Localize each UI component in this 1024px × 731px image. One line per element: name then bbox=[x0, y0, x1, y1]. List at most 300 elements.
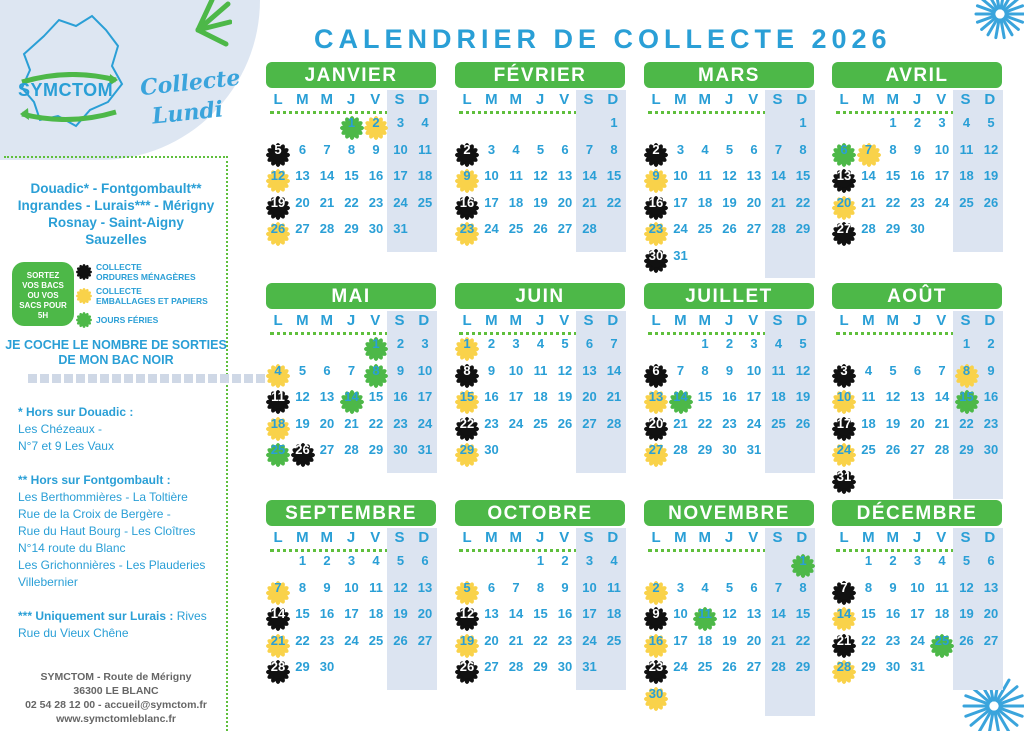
day-number: 12 bbox=[795, 362, 811, 378]
day-cell bbox=[791, 580, 815, 606]
day-cell-yellow-marked bbox=[455, 580, 479, 606]
day-cell bbox=[791, 168, 815, 194]
day-cell bbox=[480, 221, 504, 247]
day-cell bbox=[340, 195, 364, 221]
day-number: 28 bbox=[836, 659, 852, 674]
bin-checkbox[interactable] bbox=[52, 374, 61, 383]
day-number: 30 bbox=[484, 442, 499, 457]
day-cell bbox=[578, 336, 602, 362]
day-cell-green-marked bbox=[669, 389, 693, 415]
day-number: 13 bbox=[484, 606, 499, 621]
day-number: 5 bbox=[396, 553, 405, 568]
day-number: 1 bbox=[799, 553, 807, 568]
bin-checkbox[interactable] bbox=[148, 374, 157, 383]
day-cell bbox=[553, 168, 577, 194]
day-number: 20 bbox=[746, 632, 762, 648]
day-number: 7 bbox=[676, 362, 685, 378]
weekday-label: L bbox=[273, 312, 283, 329]
day-number: 15 bbox=[861, 606, 876, 621]
bin-checkbox[interactable] bbox=[136, 374, 145, 383]
day-cell bbox=[340, 553, 364, 579]
day-cell bbox=[881, 221, 905, 247]
day-number: 12 bbox=[983, 141, 999, 157]
day-cell bbox=[602, 416, 626, 442]
day-number: 1 bbox=[962, 336, 971, 351]
weekday-label: M bbox=[296, 312, 309, 329]
day-number: 16 bbox=[368, 168, 384, 183]
day-number: 25 bbox=[934, 632, 950, 648]
day-grid bbox=[266, 336, 436, 473]
day-number: 23 bbox=[648, 659, 664, 674]
weekday-label: L bbox=[651, 91, 661, 108]
day-number: 15 bbox=[697, 389, 713, 404]
day-cell bbox=[955, 606, 979, 632]
day-cell-black-marked bbox=[644, 363, 668, 389]
day-number: 9 bbox=[463, 168, 471, 183]
weekday-label: V bbox=[936, 91, 947, 108]
pill-line: SACS POUR bbox=[19, 301, 67, 310]
day-cell bbox=[669, 363, 693, 389]
day-number: 24 bbox=[417, 415, 433, 431]
legend-label: COLLECTE bbox=[96, 262, 142, 272]
day-cell bbox=[553, 221, 577, 247]
day-cell bbox=[529, 659, 553, 685]
day-cell bbox=[315, 442, 339, 468]
weekday-label: S bbox=[583, 312, 594, 329]
day-number: 25 bbox=[861, 442, 876, 457]
day-cell bbox=[857, 659, 881, 685]
day-cell-black-marked bbox=[644, 416, 668, 442]
weekday-label: S bbox=[960, 91, 971, 108]
day-number: 8 bbox=[298, 579, 307, 595]
day-number: 9 bbox=[889, 579, 897, 595]
day-number: 15 bbox=[795, 606, 811, 621]
day-cell bbox=[529, 553, 553, 579]
day-number: 21 bbox=[836, 632, 852, 648]
day-cell bbox=[906, 363, 930, 389]
day-cell bbox=[693, 195, 717, 221]
day-number: 10 bbox=[836, 389, 852, 404]
day-cell-black-marked bbox=[832, 416, 856, 442]
day-cell-yellow-marked bbox=[266, 221, 290, 247]
day-number: 16 bbox=[393, 389, 408, 404]
day-number: 12 bbox=[885, 389, 901, 404]
day-number: 20 bbox=[557, 194, 573, 210]
day-cell-yellow-marked bbox=[832, 389, 856, 415]
day-cell bbox=[742, 633, 766, 659]
day-number: 3 bbox=[487, 141, 496, 157]
weekday-label: V bbox=[936, 312, 947, 329]
day-cell bbox=[718, 659, 742, 685]
day-number: 7 bbox=[774, 579, 783, 595]
day-cell-yellow-marked bbox=[266, 168, 290, 194]
day-cell bbox=[291, 363, 315, 389]
day-number: 19 bbox=[393, 606, 408, 621]
day-number: 27 bbox=[746, 221, 762, 236]
day-cell bbox=[553, 606, 577, 632]
legend-instruction-pill bbox=[12, 262, 74, 326]
day-number: 30 bbox=[368, 221, 384, 236]
day-number: 23 bbox=[319, 632, 335, 648]
day-cell bbox=[718, 142, 742, 168]
communes-list bbox=[4, 180, 228, 248]
weekday-label: J bbox=[346, 312, 356, 329]
weekday-label: D bbox=[418, 529, 430, 546]
day-cell bbox=[578, 195, 602, 221]
weekday-label: L bbox=[839, 91, 849, 108]
green-burst-decoration bbox=[192, 0, 232, 60]
day-cell-yellow-marked bbox=[832, 659, 856, 685]
yellow-flower-icon bbox=[76, 288, 92, 304]
bin-checkbox[interactable] bbox=[112, 374, 121, 383]
day-number: 18 bbox=[959, 168, 974, 183]
day-cell bbox=[504, 336, 528, 362]
day-number: 23 bbox=[722, 415, 737, 431]
day-number: 16 bbox=[648, 194, 664, 210]
weekday-label: M bbox=[674, 529, 687, 546]
day-cell bbox=[291, 195, 315, 221]
day-number: 25 bbox=[270, 442, 286, 457]
day-cell bbox=[955, 142, 979, 168]
day-number: 2 bbox=[463, 141, 471, 157]
day-cell bbox=[602, 168, 626, 194]
day-number: 17 bbox=[746, 389, 762, 404]
month-title: AOÛT bbox=[832, 283, 1002, 309]
day-number: 11 bbox=[959, 141, 974, 157]
bin-checkbox[interactable] bbox=[28, 374, 37, 383]
day-cell bbox=[553, 416, 577, 442]
day-number: 13 bbox=[910, 389, 925, 404]
weekday-label: J bbox=[912, 312, 922, 329]
weekday-header bbox=[644, 528, 814, 548]
day-number: 18 bbox=[697, 194, 713, 210]
day-cell bbox=[529, 606, 553, 632]
note-line: Les Chézeaux - bbox=[18, 422, 103, 436]
day-cell bbox=[857, 363, 881, 389]
day-cell bbox=[315, 221, 339, 247]
legend-item-feries bbox=[76, 312, 158, 328]
day-number: 11 bbox=[698, 606, 712, 621]
day-number: 9 bbox=[561, 579, 569, 595]
day-number: 27 bbox=[557, 221, 573, 236]
day-cell bbox=[979, 168, 1003, 194]
day-number: 23 bbox=[393, 415, 408, 431]
day-number: 12 bbox=[295, 389, 310, 404]
day-grid bbox=[455, 115, 625, 252]
day-cell bbox=[529, 363, 553, 389]
legend-item-ordures bbox=[76, 262, 196, 282]
day-number: 14 bbox=[344, 389, 359, 404]
day-cell bbox=[669, 142, 693, 168]
bin-checkbox[interactable] bbox=[184, 374, 193, 383]
day-cell bbox=[742, 336, 766, 362]
day-cell bbox=[364, 142, 388, 168]
day-cell bbox=[602, 389, 626, 415]
day-number: 28 bbox=[582, 221, 597, 236]
day-number: 5 bbox=[561, 336, 569, 351]
day-number: 23 bbox=[557, 632, 573, 648]
day-number: 21 bbox=[319, 194, 335, 210]
day-number: 20 bbox=[836, 194, 852, 210]
day-cell bbox=[930, 606, 954, 632]
day-cell-black-marked bbox=[644, 142, 668, 168]
day-cell bbox=[340, 363, 364, 389]
day-cell bbox=[413, 416, 437, 442]
weekday-label: S bbox=[772, 312, 783, 329]
day-number: 4 bbox=[701, 141, 709, 157]
day-cell bbox=[767, 363, 791, 389]
day-cell bbox=[718, 633, 742, 659]
day-number: 17 bbox=[836, 415, 852, 431]
weekday-label: D bbox=[796, 91, 808, 108]
day-cell bbox=[364, 195, 388, 221]
month-title: OCTOBRE bbox=[455, 500, 625, 526]
day-cell bbox=[930, 389, 954, 415]
day-cell bbox=[693, 168, 717, 194]
day-cell bbox=[881, 659, 905, 685]
day-cell-yellow-marked bbox=[644, 580, 668, 606]
day-number: 19 bbox=[885, 415, 901, 431]
day-cell bbox=[504, 606, 528, 632]
day-number: 28 bbox=[508, 659, 524, 674]
day-cell bbox=[504, 633, 528, 659]
day-number: 16 bbox=[983, 389, 999, 404]
day-number: 29 bbox=[459, 442, 475, 457]
day-number: 26 bbox=[722, 221, 737, 236]
day-cell-yellow-marked bbox=[455, 389, 479, 415]
day-cell bbox=[553, 659, 577, 685]
weekday-label: M bbox=[886, 91, 899, 108]
day-number: 10 bbox=[582, 579, 597, 595]
day-cell bbox=[364, 553, 388, 579]
day-number: 16 bbox=[459, 194, 475, 210]
bin-checkbox[interactable] bbox=[232, 374, 241, 383]
bin-checkbox[interactable] bbox=[64, 374, 73, 383]
day-cell bbox=[291, 606, 315, 632]
day-cell-yellow-marked bbox=[455, 633, 479, 659]
bin-checkbox[interactable] bbox=[208, 374, 217, 383]
page-title: CALENDRIER DE COLLECTE 2026 bbox=[314, 24, 892, 54]
day-cell bbox=[413, 442, 437, 468]
day-number: 11 bbox=[271, 389, 285, 404]
day-number: 29 bbox=[861, 659, 876, 674]
weekday-label: M bbox=[862, 91, 875, 108]
bin-checkbox[interactable] bbox=[256, 374, 265, 383]
month-6 bbox=[644, 283, 814, 473]
day-cell bbox=[389, 115, 413, 141]
day-number: 22 bbox=[459, 415, 475, 431]
day-cell bbox=[529, 416, 553, 442]
pill-line: OU VOS bbox=[27, 291, 59, 300]
day-number: 2 bbox=[652, 141, 660, 157]
day-cell-yellow-marked bbox=[644, 442, 668, 468]
day-grid bbox=[266, 553, 436, 690]
day-cell bbox=[480, 416, 504, 442]
pill-line: SORTEZ bbox=[26, 271, 60, 280]
day-number: 24 bbox=[393, 194, 408, 210]
day-cell-yellow-marked bbox=[832, 606, 856, 632]
day-cell-green-marked bbox=[693, 606, 717, 632]
day-cell bbox=[930, 553, 954, 579]
day-number: 30 bbox=[885, 659, 901, 674]
weekday-header bbox=[455, 311, 625, 331]
day-cell bbox=[602, 115, 626, 141]
day-number: 20 bbox=[319, 415, 335, 431]
weekday-label: M bbox=[509, 529, 522, 546]
weekday-label: M bbox=[698, 529, 711, 546]
day-number: 13 bbox=[648, 389, 664, 404]
weekday-label: S bbox=[772, 529, 783, 546]
day-number: 22 bbox=[959, 415, 974, 431]
sidebar bbox=[0, 0, 242, 731]
day-number: 24 bbox=[934, 194, 950, 210]
day-number: 9 bbox=[323, 579, 331, 595]
day-number: 27 bbox=[295, 221, 310, 236]
weekday-label: D bbox=[607, 312, 619, 329]
day-cell bbox=[529, 633, 553, 659]
day-cell bbox=[906, 442, 930, 468]
bin-checkbox[interactable] bbox=[76, 374, 85, 383]
weekday-label: M bbox=[485, 312, 498, 329]
day-cell bbox=[742, 416, 766, 442]
check-title-line: JE COCHE LE NOMBRE DE SORTIES bbox=[5, 338, 227, 352]
weekday-label: D bbox=[796, 529, 808, 546]
day-number: 10 bbox=[910, 579, 925, 595]
black-flower-icon bbox=[76, 264, 92, 280]
day-cell-black-marked bbox=[455, 195, 479, 221]
day-number: 7 bbox=[512, 579, 520, 595]
day-number: 2 bbox=[652, 579, 660, 595]
day-number: 8 bbox=[610, 141, 618, 157]
day-number: 5 bbox=[725, 141, 734, 157]
bin-checkbox[interactable] bbox=[124, 374, 133, 383]
day-number: 18 bbox=[533, 389, 548, 404]
day-number: 16 bbox=[484, 389, 499, 404]
day-cell bbox=[718, 389, 742, 415]
day-cell bbox=[504, 416, 528, 442]
day-number: 7 bbox=[938, 362, 946, 378]
day-cell bbox=[881, 553, 905, 579]
day-cell-yellow-marked bbox=[832, 195, 856, 221]
day-cell bbox=[389, 221, 413, 247]
day-number: 3 bbox=[840, 362, 848, 378]
day-number: 29 bbox=[795, 659, 811, 674]
bin-checkbox[interactable] bbox=[196, 374, 205, 383]
day-cell-yellow-marked bbox=[455, 221, 479, 247]
day-cell-black-marked bbox=[644, 195, 668, 221]
day-cell bbox=[413, 553, 437, 579]
day-cell-yellow-marked bbox=[644, 389, 668, 415]
day-number: 13 bbox=[983, 579, 999, 595]
day-number: 28 bbox=[771, 221, 786, 236]
day-cell bbox=[413, 606, 437, 632]
day-number: 19 bbox=[959, 606, 974, 621]
day-cell bbox=[389, 389, 413, 415]
day-cell bbox=[578, 580, 602, 606]
bin-checkbox[interactable] bbox=[160, 374, 169, 383]
day-number: 12 bbox=[722, 168, 737, 183]
bin-checkbox[interactable] bbox=[220, 374, 229, 383]
weekday-header bbox=[266, 311, 436, 331]
day-number: 11 bbox=[418, 141, 432, 157]
day-cell-black-marked bbox=[832, 363, 856, 389]
note-title-tail: Rives bbox=[173, 609, 207, 623]
month-7 bbox=[832, 283, 1002, 499]
weekday-header bbox=[644, 90, 814, 110]
month-title: FÉVRIER bbox=[455, 62, 625, 88]
day-cell bbox=[930, 195, 954, 221]
day-cell bbox=[791, 142, 815, 168]
day-number: 23 bbox=[983, 415, 999, 431]
day-number: 18 bbox=[270, 415, 286, 431]
day-cell bbox=[291, 168, 315, 194]
day-cell bbox=[578, 553, 602, 579]
day-cell-black-marked bbox=[291, 442, 315, 468]
day-number: 18 bbox=[508, 194, 524, 210]
day-number: 12 bbox=[533, 168, 548, 183]
day-cell bbox=[767, 168, 791, 194]
month-title: DÉCEMBRE bbox=[832, 500, 1002, 526]
day-number: 8 bbox=[889, 141, 897, 157]
weekday-label: M bbox=[698, 91, 711, 108]
bin-checkbox[interactable] bbox=[244, 374, 253, 383]
day-cell bbox=[315, 633, 339, 659]
note-douadic bbox=[18, 404, 228, 455]
day-cell bbox=[979, 553, 1003, 579]
day-grid bbox=[266, 115, 436, 252]
bin-checkbox[interactable] bbox=[88, 374, 97, 383]
day-number: 9 bbox=[987, 362, 995, 378]
day-number: 20 bbox=[910, 415, 925, 431]
day-cell bbox=[979, 580, 1003, 606]
day-cell bbox=[553, 363, 577, 389]
day-number: 23 bbox=[910, 194, 925, 210]
check-title bbox=[4, 338, 228, 368]
weekday-label: S bbox=[960, 529, 971, 546]
day-cell-yellow-marked bbox=[832, 442, 856, 468]
day-number: 8 bbox=[864, 579, 873, 595]
day-number: 15 bbox=[795, 168, 811, 183]
day-number: 14 bbox=[861, 168, 876, 183]
day-number: 31 bbox=[910, 659, 925, 674]
bin-checkbox[interactable] bbox=[172, 374, 181, 383]
day-number: 23 bbox=[484, 415, 499, 431]
weekday-label: J bbox=[724, 312, 734, 329]
weekday-label: M bbox=[509, 312, 522, 329]
day-cell bbox=[480, 389, 504, 415]
bin-checkbox[interactable] bbox=[100, 374, 109, 383]
day-number: 2 bbox=[372, 115, 380, 130]
day-cell bbox=[718, 168, 742, 194]
day-cell-yellow-marked bbox=[364, 115, 388, 141]
day-number: 29 bbox=[344, 221, 359, 236]
day-number: 18 bbox=[771, 389, 786, 404]
bin-checkbox[interactable] bbox=[40, 374, 49, 383]
weekday-label: S bbox=[772, 91, 783, 108]
note-title: ** Hors sur Fontgombault : bbox=[18, 473, 171, 487]
day-number: 22 bbox=[697, 415, 713, 431]
day-number: 4 bbox=[372, 553, 380, 568]
day-cell bbox=[857, 389, 881, 415]
day-number: 31 bbox=[582, 659, 597, 674]
day-cell bbox=[857, 553, 881, 579]
note-line: Villebernier bbox=[18, 575, 78, 589]
day-cell-black-marked bbox=[455, 416, 479, 442]
day-cell bbox=[340, 606, 364, 632]
day-cell bbox=[791, 195, 815, 221]
day-number: 20 bbox=[746, 194, 762, 210]
day-number: 17 bbox=[934, 168, 950, 183]
